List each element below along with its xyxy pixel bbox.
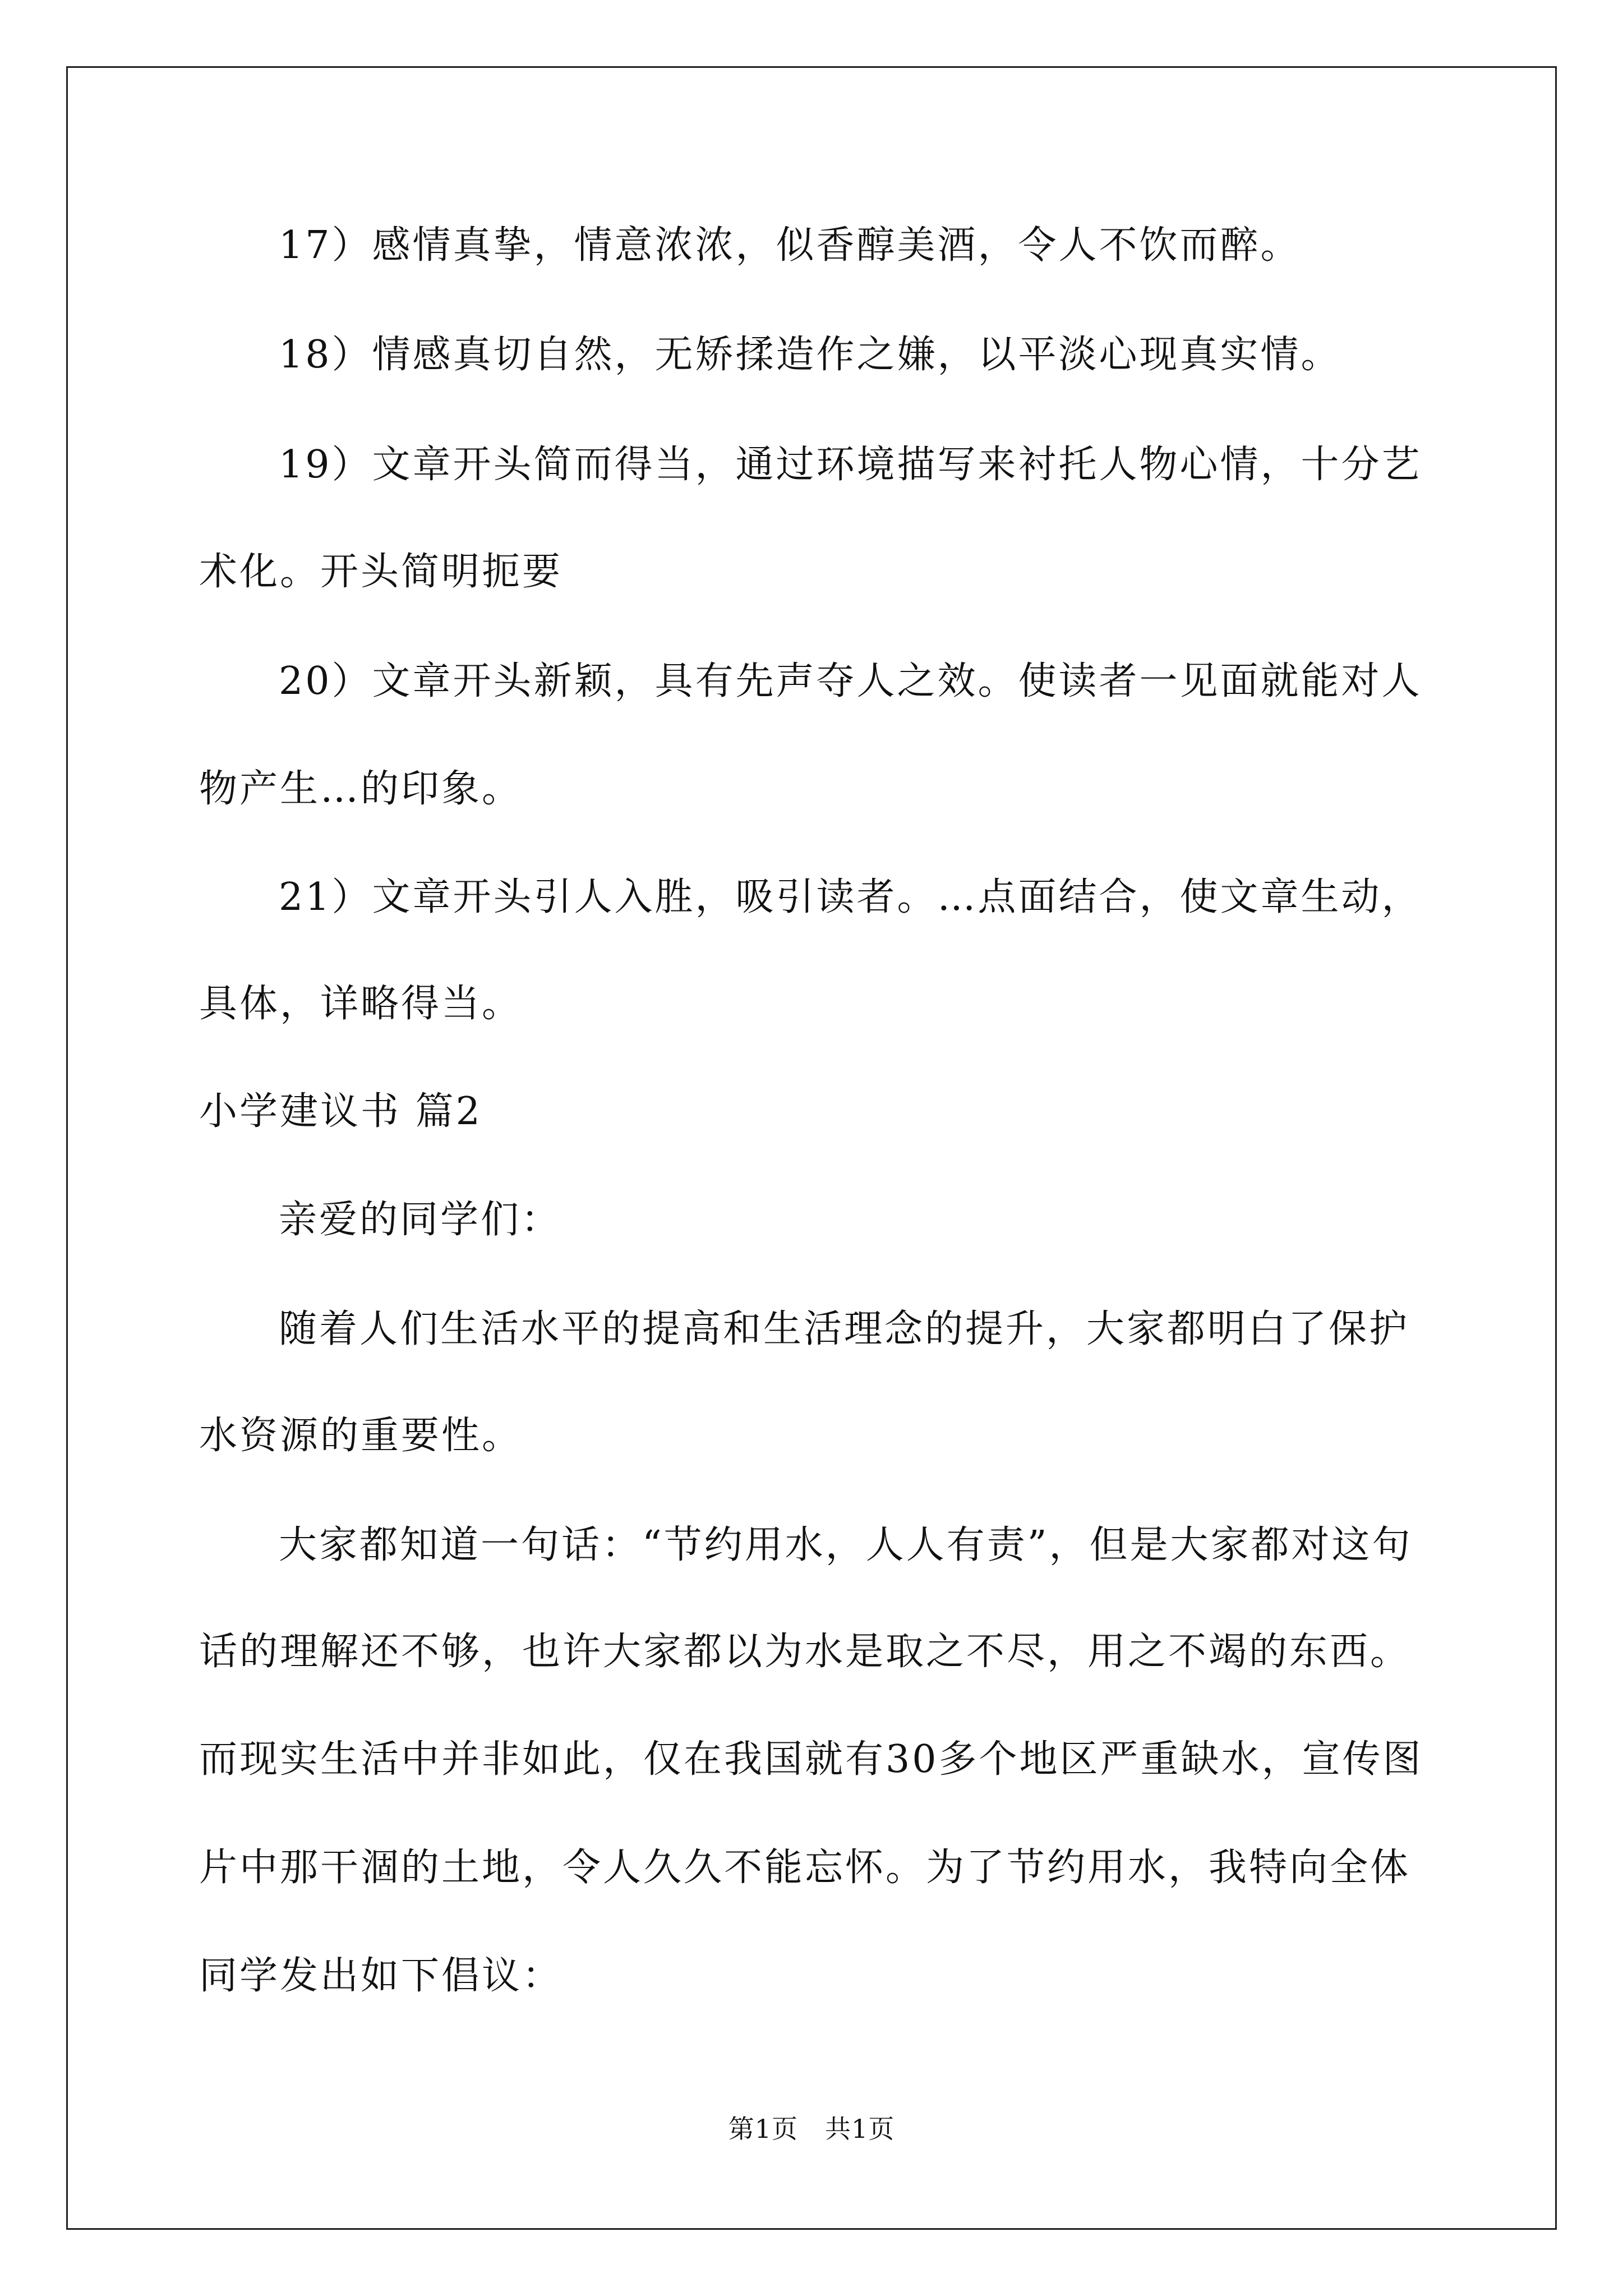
- paragraph-line: 17）感情真挚，情意浓浓，似香醇美酒，令人不饮而醉。: [279, 223, 1301, 268]
- paragraph-line: 具体，详略得当。: [199, 982, 523, 1026]
- paragraph-line: 19）文章开头简而得当，通过环境描写来衬托人物心情，十分艺: [279, 443, 1422, 487]
- paragraph-line: 随着人们生活水平的提高和生活理念的提升，大家都明白了保护: [279, 1307, 1410, 1351]
- salutation: 亲爱的同学们：: [279, 1198, 562, 1242]
- paragraph-line: 同学发出如下倡议：: [199, 1954, 563, 1998]
- section-heading: 小学建议书 篇2: [199, 1089, 482, 1134]
- paragraph-line: 而现实生活中并非如此，仅在我国就有30多个地区严重缺水，宣传图: [199, 1737, 1423, 1782]
- page-footer: [0, 2112, 1623, 2146]
- paragraph-line: 18）情感真切自然，无矫揉造作之嫌，以平淡心现真实情。: [279, 333, 1341, 377]
- page-border: [66, 66, 1557, 2230]
- paragraph-line: 水资源的重要性。: [199, 1414, 523, 1458]
- page-total: 共1页: [825, 2114, 895, 2144]
- page-number: 第1页: [728, 2114, 798, 2144]
- paragraph-line: 物产生…的印象。: [199, 767, 523, 811]
- paragraph-line: 20）文章开头新颖，具有先声夺人之效。使读者一见面就能对人: [279, 659, 1422, 703]
- paragraph-line: 大家都知道一句话：“节约用水，人人有责”，但是大家都对这句: [279, 1523, 1413, 1567]
- paragraph-line: 21）文章开头引人入胜，吸引读者。…点面结合，使文章生动，: [279, 875, 1422, 919]
- paragraph-line: 片中那干涸的土地，令人久久不能忘怀。为了节约用水，我特向全体: [199, 1846, 1411, 1890]
- paragraph-line: 话的理解还不够，也许大家都以为水是取之不尽，用之不竭的东西。: [199, 1630, 1411, 1674]
- paragraph-line: 术化。开头简明扼要: [199, 550, 563, 594]
